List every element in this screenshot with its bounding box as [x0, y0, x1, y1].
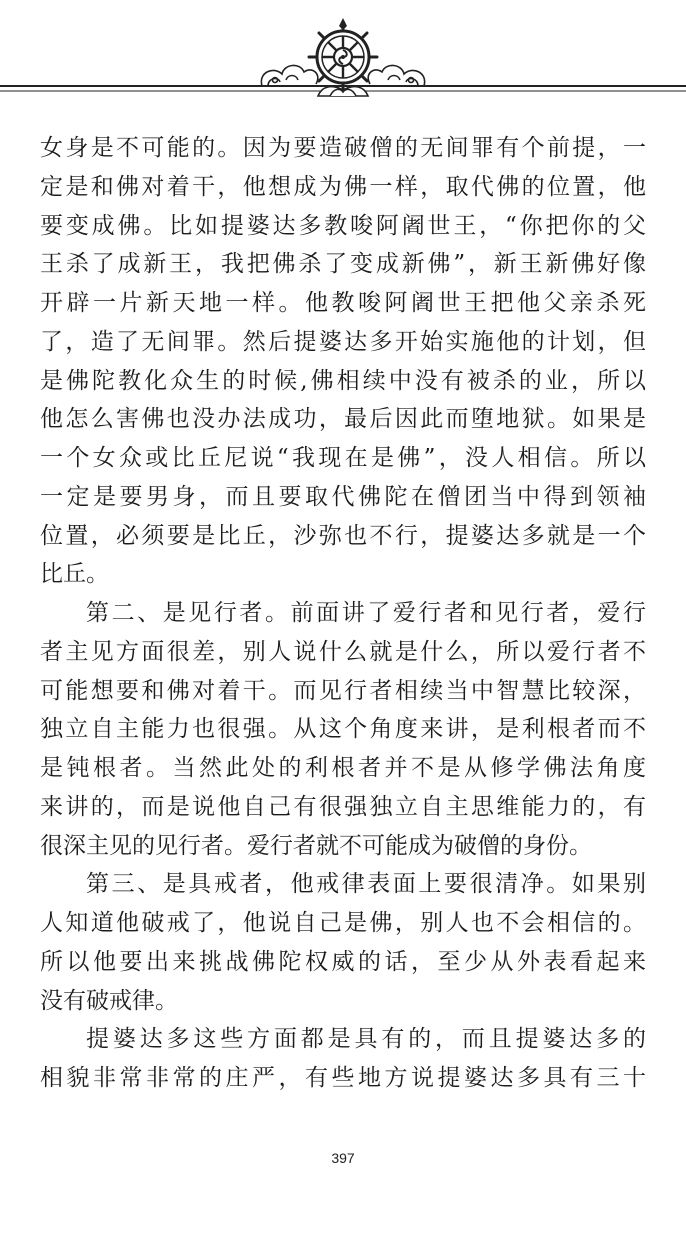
paragraph-4 — [40, 1020, 646, 1098]
text-line: 独立自主能力也很强。从这个角度来讲，是利根者而不 — [40, 716, 646, 743]
text-line: 来讲的，而是说他自己有很强独立自主思维能力的，有 — [40, 793, 646, 820]
text-line: 了，造了无间罪。然后提婆达多开始实施他的计划，但 — [40, 328, 646, 355]
text-line: 比丘。 — [40, 561, 109, 588]
paragraph-1 — [40, 129, 646, 594]
text-line: 开辟一片新天地一样。他教唆阿阇世王把他父亲杀死 — [40, 290, 646, 316]
text-line: 第二、是见行者。前面讲了爱行者和见行者，爱行 — [86, 600, 646, 626]
left-cloud-ornament — [261, 65, 317, 86]
text-line: 一定是要男身，而且要取代佛陀在僧团当中得到领袖 — [40, 483, 646, 510]
paragraph-2 — [40, 594, 646, 865]
text-line: 定是和佛对着干，他想成为佛一样，取代佛的位置，他 — [40, 173, 646, 200]
text-line: 是佛陀教化众生的时候,佛相续中没有被杀的业，所以 — [40, 367, 646, 394]
text-line: 一个女众或比丘尼说“我现在是佛”，没人相信。所以 — [40, 445, 646, 471]
text-line: 女身是不可能的。因为要造破僧的无间罪有个前提，一 — [40, 135, 646, 161]
text-line: 没有破戒律。 — [40, 987, 178, 1014]
text-line: 很深主见的见行者。爱行者就不可能成为破僧的身份。 — [40, 832, 592, 859]
text-line: 第三、是具戒者，他戒律表面上要很清净。如果别 — [86, 871, 646, 898]
paragraph-3 — [40, 865, 646, 1020]
text-line: 者主见方面很差，别人说什么就是什么，所以爱行者不 — [40, 638, 646, 665]
dharma-wheel-icon — [309, 18, 377, 90]
body-text — [40, 129, 646, 1098]
right-cloud-ornament — [368, 65, 424, 86]
text-line: 是钝根者。当然此处的利根者并不是从修学佛法角度 — [40, 755, 646, 781]
text-line: 要变成佛。比如提婆达多教唆阿阇世王，“你把你的父 — [40, 212, 646, 239]
text-line: 王杀了成新王，我把佛杀了变成新佛”，新王新佛好像 — [40, 251, 646, 278]
text-line: 相貌非常非常的庄严，有些地方说提婆达多具有三十 — [40, 1065, 646, 1091]
text-line: 他怎么害佛也没办法成功，最后因此而堕地狱。如果是 — [40, 406, 646, 433]
text-line: 人知道他破戒了，他说自己是佛，别人也不会相信的。 — [40, 910, 646, 936]
text-line: 位置，必须要是比丘，沙弥也不行，提婆达多就是一个 — [40, 522, 646, 549]
text-line: 所以他要出来挑战佛陀权威的话，至少从外表看起来 — [40, 948, 646, 975]
header-ornament — [0, 0, 686, 110]
text-line: 可能想要和佛对着干。而见行者相续当中智慧比较深， — [40, 677, 646, 704]
text-line: 提婆达多这些方面都是具有的，而且提婆达多的 — [86, 1026, 646, 1053]
page-number: 397 — [331, 1150, 355, 1166]
